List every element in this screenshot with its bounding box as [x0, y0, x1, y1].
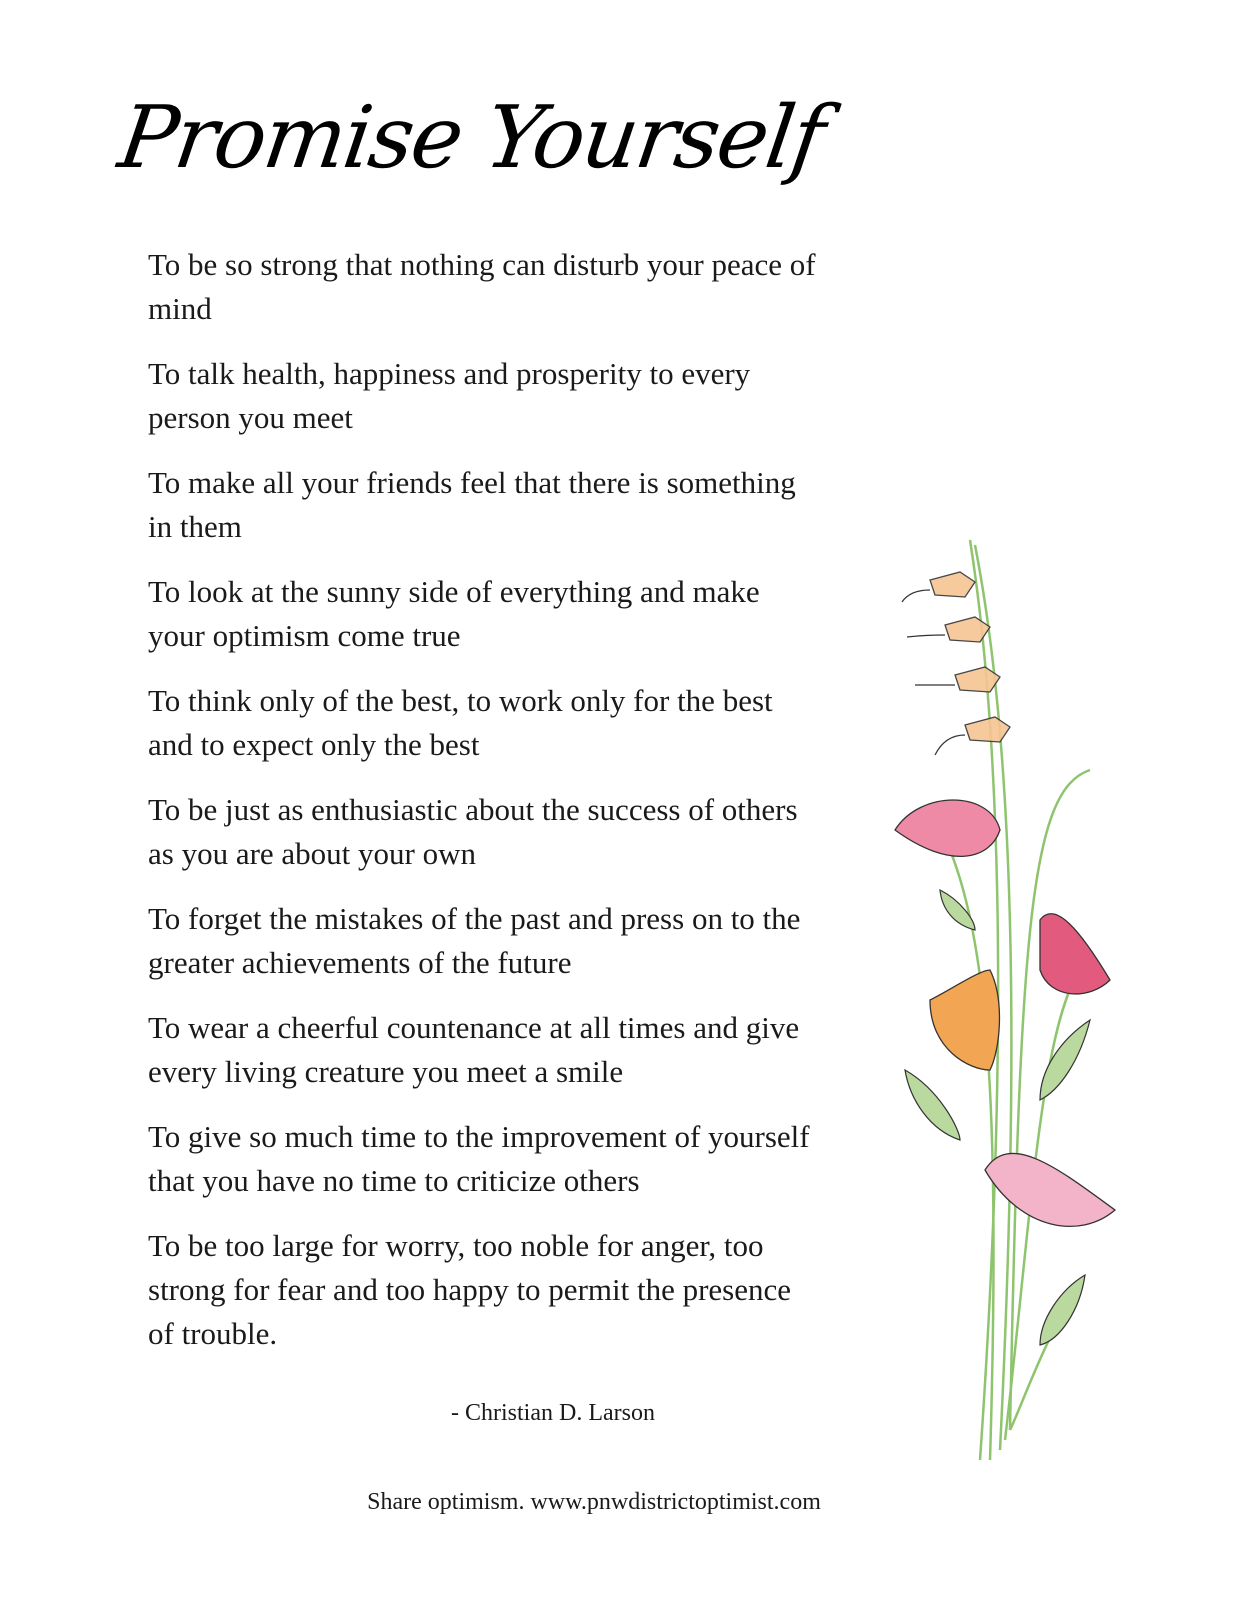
verse	[148, 1224, 948, 1356]
verse-line: strong for fear and too happy to permit the presence	[148, 1272, 792, 1307]
verse-line: in them	[148, 509, 242, 544]
page-title: Promise Yourself	[112, 88, 830, 188]
verse	[148, 1115, 948, 1203]
verse	[148, 461, 948, 549]
verse-line: To wear a cheerful countenance at all times and give	[148, 1010, 800, 1045]
verse-line: of trouble.	[148, 1316, 278, 1351]
verse-line: your optimism come true	[148, 618, 461, 653]
verse	[148, 243, 948, 331]
verse	[148, 788, 948, 876]
verse-line: mind	[148, 291, 212, 326]
verse-line: To look at the sunny side of everything and make	[148, 574, 760, 609]
verse	[148, 679, 948, 767]
verse	[148, 1006, 948, 1094]
verse-line: To think only of the best, to work only for the best	[148, 683, 773, 718]
verse-line: To be just as enthusiastic about the success of others	[148, 792, 798, 827]
verse	[148, 352, 948, 440]
verse-line: To be so strong that nothing can disturb your peace of	[148, 247, 816, 282]
footer-text: Share optimism. www.pnwdistrictoptimist.com	[367, 1489, 821, 1515]
verse-line: and to expect only the best	[148, 727, 480, 762]
verse-line: person you meet	[148, 400, 353, 435]
verse	[148, 897, 948, 985]
verse-line: To make all your friends feel that there is something	[148, 465, 796, 500]
verse-line: To forget the mistakes of the past and press on to the	[148, 901, 801, 936]
flower-illustration	[880, 530, 1130, 1470]
verse-list	[148, 243, 948, 1377]
verse-line: To talk health, happiness and prosperity to every	[148, 356, 751, 391]
verse-line: To give so much time to the improvement of yourself	[148, 1119, 810, 1154]
verse-line: To be too large for worry, too noble for anger, too	[148, 1228, 764, 1263]
author-attribution: - Christian D. Larson	[451, 1400, 655, 1426]
verse	[148, 570, 948, 658]
verse-line: as you are about your own	[148, 836, 476, 871]
verse-line: that you have no time to criticize others	[148, 1163, 640, 1198]
verse-line: every living creature you meet a smile	[148, 1054, 624, 1089]
verse-line: greater achievements of the future	[148, 945, 572, 980]
